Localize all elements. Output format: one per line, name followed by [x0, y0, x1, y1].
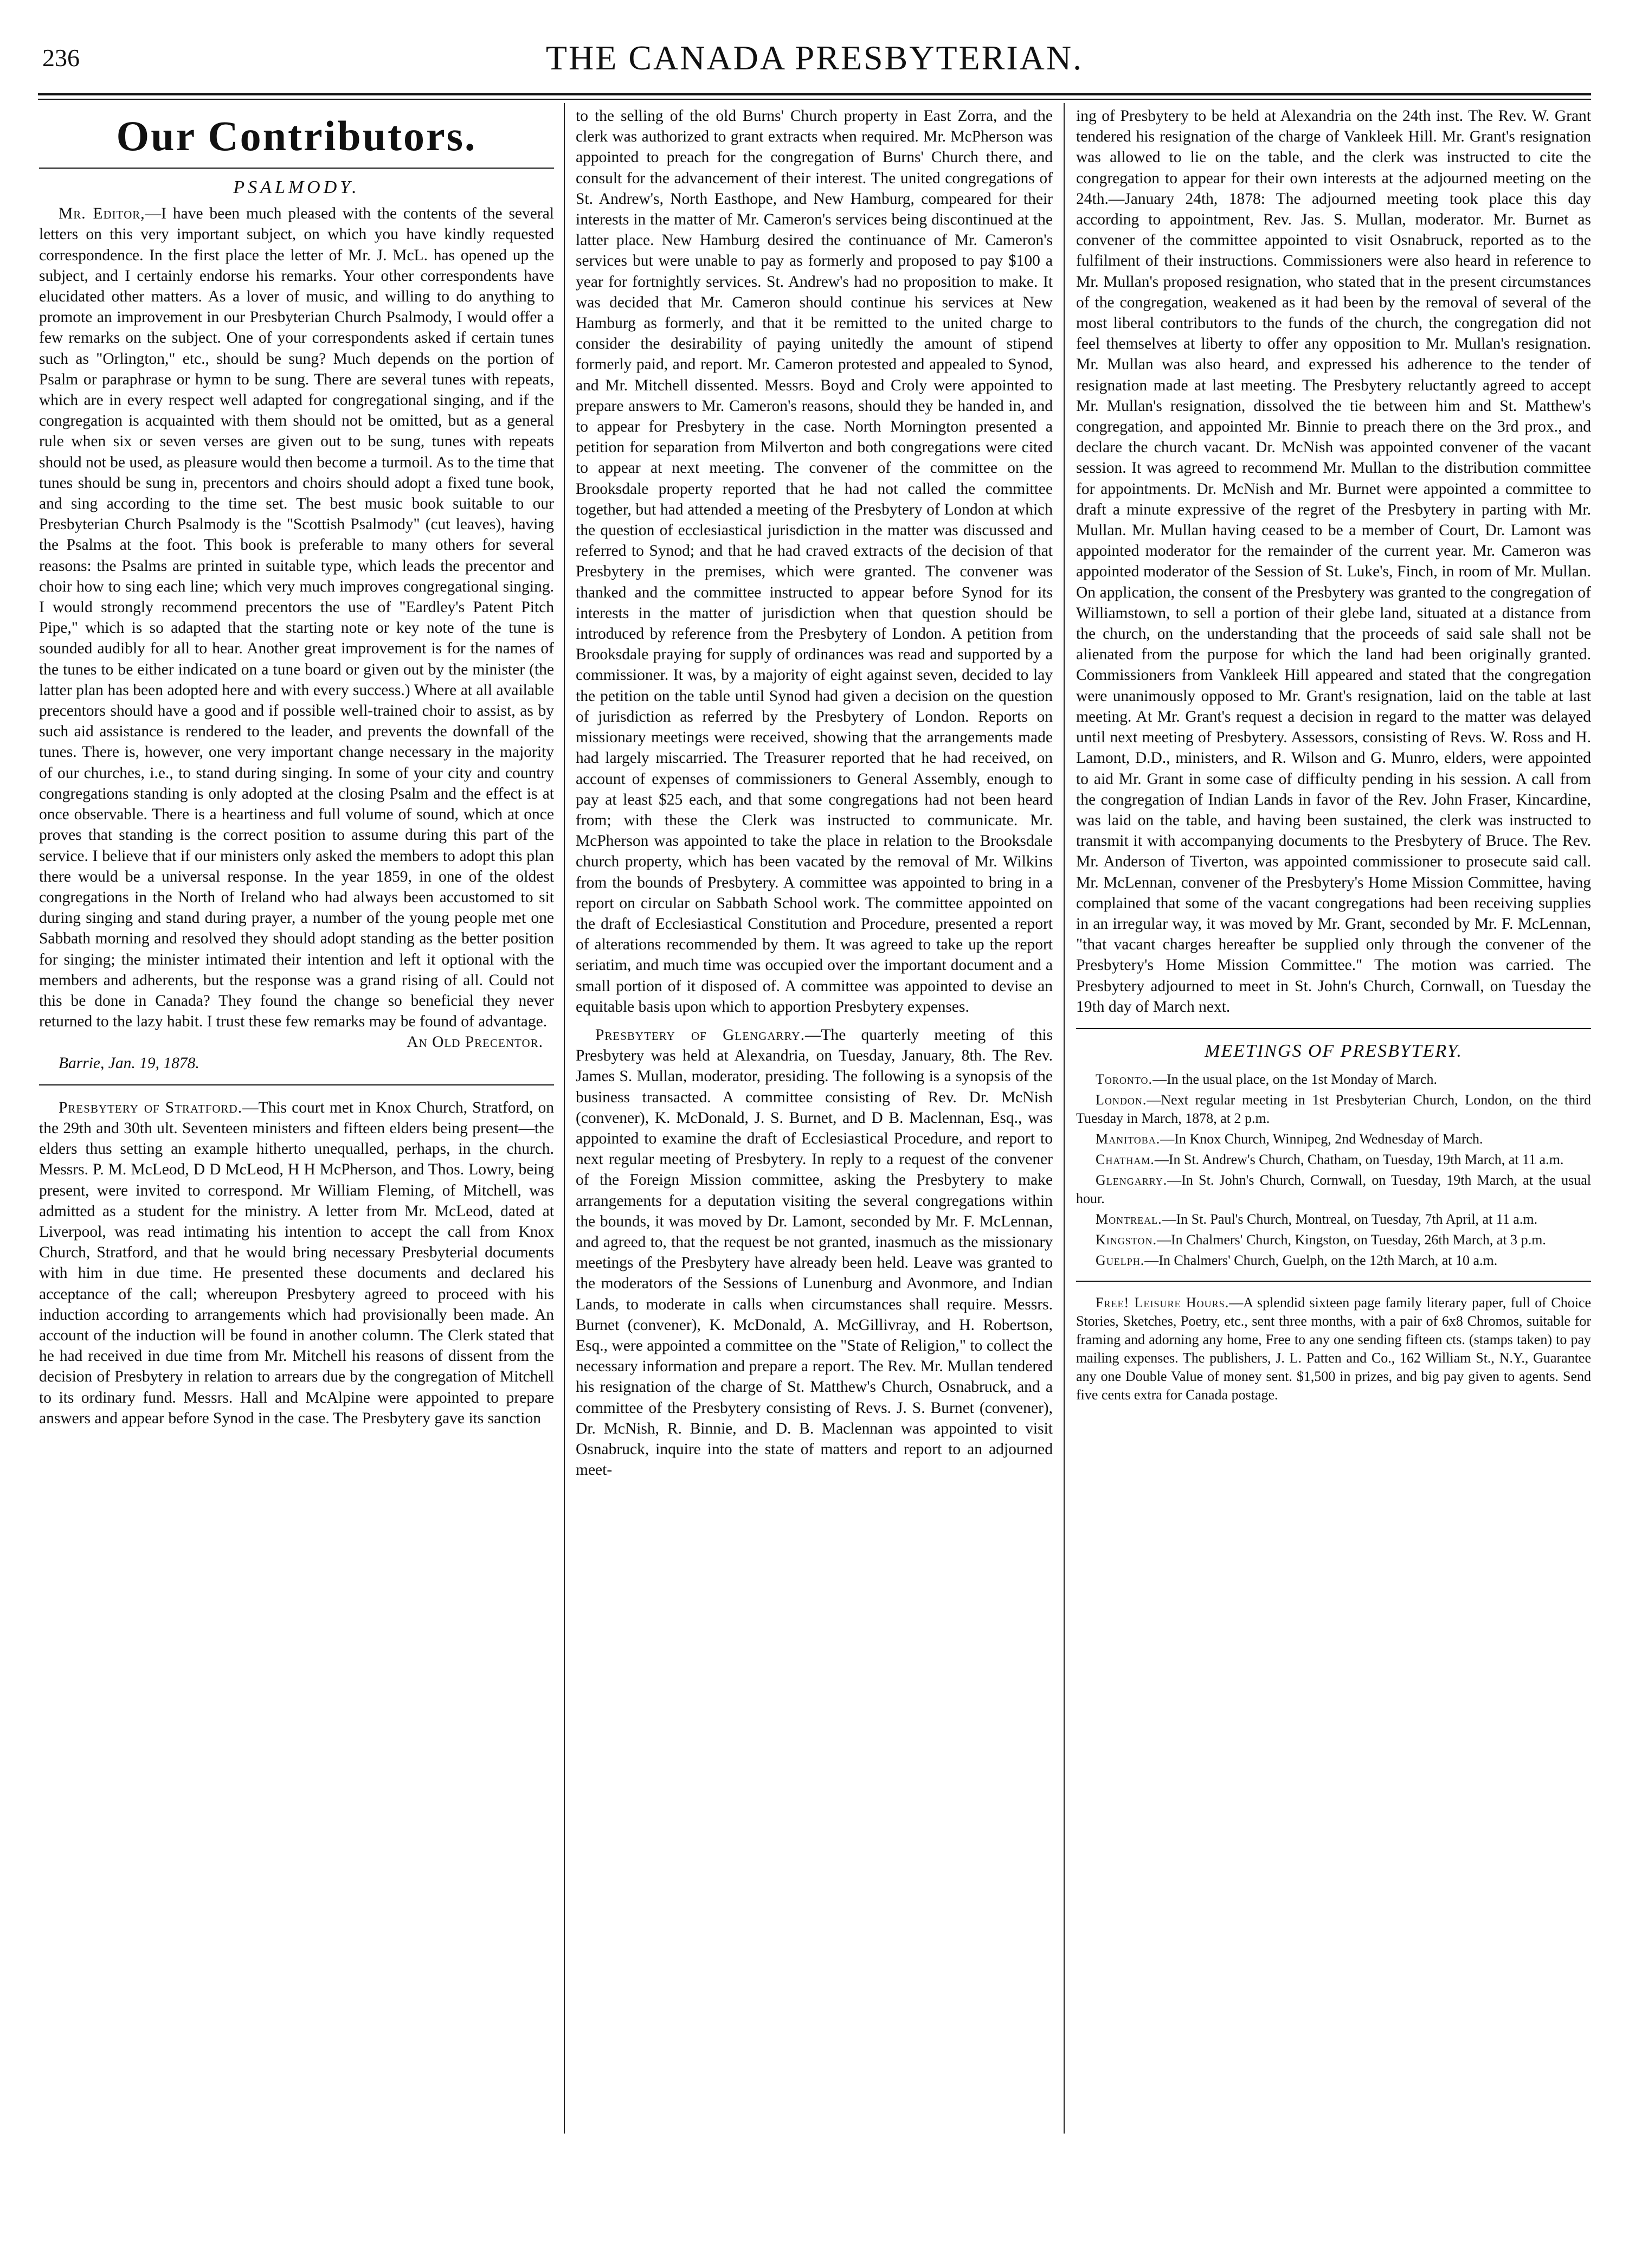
- column-2: [576, 106, 1053, 1480]
- glengarry-body-part1: —The quarterly meeting of this Presbytery was held at Alexandria, on Tuesday, January, 8th. The Rev. James S. Mullan, moderator, presiding. The following is a synopsis of the business transacted. A committee consisting of Rev. Dr. McNish (convener), K. McDonald, J. S. Burnet, and D B. Maclennan, Esq., was appointed to examine the draft of Ecclesiastical Procedure, and report to next regular meeting of Presbytery. In reply to a request of the convener of the Foreign Mission committee, asking the Presbytery to make arrangements for a deputation visiting the several congregations within the bounds, it was moved by Dr. Lamont, seconded by Mr. F. McLennan, and agreed to, that the request be not granted, inasmuch as the missionary meetings of the Presbytery have already been held. Leave was granted to the moderators of the Sessions of Lunenburg and Avonmore, and Indian Lands, to moderate in calls when circumstances shall require. Messrs. Burnet (convener), K. McDonald, A. McGillivray, and H. Robertson, Esq., were appointed a committee on the "State of Religion," to collect the necessary information and prepare a report. The Rev. Mr. Mullan tendered his resignation of the charge of St. Matthew's Church, Osnabruck, and a committee of the Presbytery consisting of Revs. J. S. Burnet (convener), Dr. McNish, R. Binnie, and D. B. Maclennan was appointed to visit Osnabruck, inquire into the state of matters and report to an adjourned meet-: [576, 1026, 1053, 1479]
- masthead-rule: [38, 93, 1591, 95]
- ad-heading: Free! Leisure Hours.: [1096, 1295, 1229, 1311]
- meetings-list: [1076, 1070, 1591, 1270]
- stratford-body-part1: —This court met in Knox Church, Stratford, on the 29th and 30th ult. Seventeen ministers and fifteen elders being present—the elders thus setting an example hitherto unequalled, perhaps, in the church. Messrs. P. M. McLeod, D D McLeod, H H McPherson, and Thos. Lowry, being present, were invited to correspond. Mr William Fleming, of Mitchell, was admitted as a student for the ministry. A letter from Mr. McLeod, dated at Liverpool, was read intimating his intention to accept the call from Knox Church, Stratford, and that he would bring necessary Presbyterial documents with him in due time. He presented these documents and declared his acceptance of the call; whereupon Presbytery agreed to proceed with his induction according to arrangements which had provisionally been made. An account of the induction will be found in another column. The Clerk stated that he had received in due time from Mr. Mitchell his reasons of dissent from the decision of Presbytery in relation to arrears due by the congregation of Mitchell to its ordinary fund. Messrs. Hall and McAlpine were appointed to prepare answers and appear before Synod in the case. The Presbytery gave its sanction: [39, 1098, 554, 1427]
- meetings-title: MEETINGS OF PRESBYTERY.: [1205, 1040, 1463, 1061]
- stratford-heading: Presbytery of Stratford.: [59, 1098, 243, 1116]
- psalmody-letter: [39, 203, 554, 1032]
- ad-divider: [1076, 1281, 1591, 1282]
- stratford-report: [39, 1097, 554, 1429]
- article-divider: [39, 1084, 554, 1085]
- column-divider-2: [1064, 103, 1065, 2134]
- meeting-item: London.—Next regular meeting in 1st Presbyterian Church, London, on the third Tuesday in March, 1878, at 2 p.m.: [1076, 1092, 1591, 1127]
- meetings-divider: [1076, 1028, 1591, 1029]
- section-rule: [39, 168, 554, 169]
- meeting-item: Toronto.—In the usual place, on the 1st Monday of March.: [1096, 1071, 1437, 1088]
- ad-body: —A splendid sixteen page family literary paper, full of Choice Stories, Sketches, Poetry, etc., sent three months, with a pair of 6x8 Chromos, suitable for framing and adorning any home, Free to any one sending fifteen cts. (stamps taken) to pay mailing expenses. The publishers, J. L. Patten and Co., 162 William St., N.Y., Guarantee any one Double Value of money sent. $1,500 in prizes, and big pay given to agents. Send five cents extra for Canada postage.: [1076, 1295, 1591, 1403]
- psalmody-dateline: Barrie, Jan. 19, 1878.: [59, 1054, 199, 1072]
- glengarry-report: [576, 1025, 1053, 1480]
- psalmody-body: —I have been much pleased with the contents of the several letters on this very important subject, on which you have kindly requested correspondence. In the first place the letter of Mr. J. McL. has opened up the subject, and I certainly endorse his remarks. Your other correspondents have elucidated other matters. As a lover of music, and willing to do anything to promote an improvement in our Presbyterian Church Psalmody, I would offer a few remarks on the subject. One of your correspondents asked if certain tunes such as "Orlington," etc., should be sung? Much depends on the portion of Psalm or paraphrase or hymn to be sung. There are several tunes with repeats, which are in every respect well adapted for congregational singing, and if the congregation is acquainted with them should not be omitted, but as a general rule when six or seven verses are given out to be sung, tunes with repeats should not be used, as pleasure would then become a turmoil. As to the time that tunes should be sung in, precentors and choirs should adopt a fixed tune book, and sing according to the time set. The best music book suitable to our Presbyterian Church Psalmody is the "Scottish Psalmody" (cut leaves), having the Psalms at the foot. This book is preferable to many others for several reasons: the Psalms are printed in suitable type, which leads the precentor and choir how to sing each line; which very much improves congregational singing. I would strongly recommend precentors the use of "Eardley's Patent Pitch Pipe," which is so adapted that the starting note or key note of the tune is sounded audibly for all to hear. Another great improvement is for the names of the tunes to be either indicated on a tune board or given out by the minister (the latter plan has been adopted here and with every success.) Where at all available precentors should have a good and if possible well-trained choir to assist, as by such aid assistance is rendered to the leader, and prevents the downfall of the tunes. There is, however, one very important change necessary in the majority of our churches, i.e., to stand during singing. In some of your city and country congregations standing is only adopted at the closing Psalm and the effect is at once observable. There is a heartiness and full volume of sound, which at once proves that standing is the correct position to assume during this part of the service. I believe that if our ministers only asked the members to adopt this plan there would be a universal response. In the year 1859, in one of the oldest congregations in the North of Ireland who had always been accustomed to sit during singing and stand during prayer, a number of the young people met one Sabbath morning and resolved they should adopt standing as the better position for singing; the minister intimated their intention and left it optional with the members and adherents, but the response was a grand rising of all. Could not this be done in Canada? They found the change so beneficial they never returned to the lazy habit. I trust these few remarks may be found of advantage.: [39, 205, 554, 1031]
- masthead-title: THE CANADA PRESBYTERIAN.: [545, 38, 1084, 77]
- psalmody-signoff: [39, 1032, 554, 1052]
- psalmody-salutation: Mr. Editor,: [59, 205, 145, 223]
- meeting-item: Guelph.—In Chalmers' Church, Guelph, on the 12th March, at 10 a.m.: [1096, 1252, 1498, 1269]
- meeting-item: Manitoba.—In Knox Church, Winnipeg, 2nd Wednesday of March.: [1096, 1131, 1483, 1147]
- meeting-item: Glengarry.—In St. John's Church, Cornwall, on Tuesday, 19th March, at the usual hour.: [1076, 1172, 1591, 1207]
- masthead-rule-thin: [38, 99, 1591, 100]
- meeting-item: Chatham.—In St. Andrew's Church, Chatham, on Tuesday, 19th March, at 11 a.m.: [1096, 1152, 1564, 1168]
- section-title: Our Contributors.: [116, 112, 477, 159]
- glengarry-body-part2: ing of Presbytery to be held at Alexandria on the 24th inst. The Rev. W. Grant tendered his resignation of the charge of Vankleek Hill. Mr. Grant's resignation was allowed to lie on the table, and the clerk was instructed to cite the congregation to appear for their own interests at the adjourned meeting on the 24th.—January 24th, 1878: The adjourned meeting took place this day according to appointment, Rev. Jas. S. Mullan, moderator. Mr. Burnet as convener of the committee appointed to visit Osnabruck, reported as to the fulfilment of their instructions. Commissioners were also heard in reference to Mr. Mullan's proposed resignation, who stated that in the present circumstances of the congregation, weakened as it had been by the removal of several of the most liberal contributors to the funds of the church, the congregation did not feel themselves at liberty to offer any opposition to Mr. Mullan's resignation. Mr. Mullan was also heard, and expressed his adherence to the tender of resignation made at last meeting. The Presbytery reluctantly agreed to accept Mr. Mullan's resignation, dissolved the tie between him and St. Matthew's congregation, and appointed Mr. Binnie to preach there on the 3rd prox., and declare the church vacant. Dr. McNish was appointed convener of the vacant session. It was agreed to recommend Mr. Mullan to the distribution committee for appointments. Dr. McNish and Mr. Burnet were appointed a committee to draft a minute expressive of the regret of the Presbytery in parting with Mr. Mullan. Mr. Mullan having ceased to be a member of Court, Dr. Lamont was appointed moderator for the remainder of the current year. Mr. Cameron was appointed moderator of the Session of St. Luke's, Finch, in room of Mr. Mullan. On application, the consent of the Presbytery was granted to the congregation of Williamstown, to sell a portion of their glebe land, situated at a distance from the church, on the understanding that the proceeds of said sale shall not be alienated from the purpose for which the land had been originally granted. Commissioners from Vankleek Hill appeared and stated that the congregation were unanimously opposed to Mr. Grant's resignation, laid on the table at last meeting. At Mr. Grant's request a decision in regard to the matter was delayed until next meeting of Presbytery. Assessors, consisting of Revs. W. Ross and H. Lamont, D.D., ministers, and R. Wilson and G. Munro, elders, were appointed to aid Mr. Grant in some case of difficulty pending in his session. A call from the congregation of Indian Lands in favor of the Rev. John Fraser, Kincardine, was laid on the table, and having been sustained, the clerk was instructed to transmit it with accompanying documents to the Presbytery of Bruce. The Rev. Mr. Anderson of Tiverton, was appointed commissioner to prosecute said call. Mr. McLennan, convener of the Presbytery's Home Mission Committee, having complained that some of the vacant congregations had been receiving supplies in an irregular way, it was moved by Mr. Grant, seconded by Mr. F. McLennan, "that vacant charges hereafter be supplied only through the convener of the Presbytery's Home Mission Committee." The motion was carried. The Presbytery adjourned to meet in St. John's Church, Cornwall, on Tuesday the 19th day of March next.: [1076, 107, 1591, 1016]
- meeting-item: Montreal.—In St. Paul's Church, Montreal, on Tuesday, 7th April, at 11 a.m.: [1096, 1211, 1538, 1228]
- psalmody-title: PSALMODY.: [233, 177, 360, 197]
- column-1: [39, 106, 554, 1429]
- glengarry-heading: Presbytery of Glengarry.: [595, 1026, 805, 1044]
- column-3: [1076, 106, 1591, 1406]
- stratford-body-part2: to the selling of the old Burns' Church property in East Zorra, and the clerk was authorized to grant extracts when required. Mr. McPherson was appointed to preach for the congregation of Burns' Church there, and consult for the advancement of their interest. The united congregations of St. Andrew's, North Easthope, and New Hamburg, compeared for their interests in the matter of Mr. Cameron's services being discontinued at the latter place. New Hamburg desired the continuance of Mr. Cameron's services but were unable to pay as formerly and proposed to pay $100 a year for fortnightly services. St. Andrew's had no proposition to make. It was decided that Mr. Cameron should continue his services at New Hamburg as formerly, and that it be remitted to the united charge to consider the desirability of paying unitedly the amount of stipend formerly paid, and report. Mr. Cameron protested and appealed to Synod, and Mr. Mitchell dissented. Messrs. Boyd and Croly were appointed to prepare answers to Mr. Cameron's reasons, should they be handed in, and to appear for Presbytery in the case. North Mornington presented a petition for separation from Milverton and both congregations were cited to appear at next meeting. The convener of the committee on the Brooksdale property reported that he had not called the committee together, but had attended a meeting of the Presbytery of London at which the question of ecclesiastical jurisdiction in the matter was discussed and referred to Synod; and that he had craved extracts of the decision of that Presbytery in the premises, which were granted. The convener was thanked and the committee instructed to appear before Synod for its interests in the matter of jurisdiction when that question should be introduced by reference from the Presbytery of London. A petition from Brooksdale praying for supply of ordinances was read and supported by a commissioner. It was, by a majority of eight against seven, decided to lay the petition on the table until Synod had given a decision on the question of jurisdiction as referred by the Presbytery of London. Reports on missionary meetings were received, showing that the arrangements made had largely miscarried. The Treasurer reported that he had received, on account of expenses of commissioners to General Assembly, enough to pay at least $25 each, and that some congregations had not been heard from; with these the Clerk was instructed to communicate. Mr. McPherson was appointed to take the place in relation to the Brooksdale church property, which has been vacated by the removal of Mr. Wilkins from the bounds of Presbytery. A committee was appointed to bring in a report on circular on Sabbath School work. The committee appointed on the draft of Ecclesiastical Constitution and Procedure, presented a report of alterations recommended by them. It was agreed to take up the report seriatim, and much time was occupied over the important document and a small portion of it disposed of. A committee was appointed to devise an equitable basis upon which to apportion Presbytery expenses.: [576, 107, 1053, 1016]
- psalmody-signature: An Old Precentor.: [407, 1033, 543, 1051]
- page-number: 236: [42, 44, 80, 72]
- column-divider-1: [564, 103, 565, 2134]
- advertisement: [1076, 1294, 1591, 1404]
- meeting-item: Kingston.—In Chalmers' Church, Kingston, on Tuesday, 26th March, at 3 p.m.: [1096, 1232, 1546, 1248]
